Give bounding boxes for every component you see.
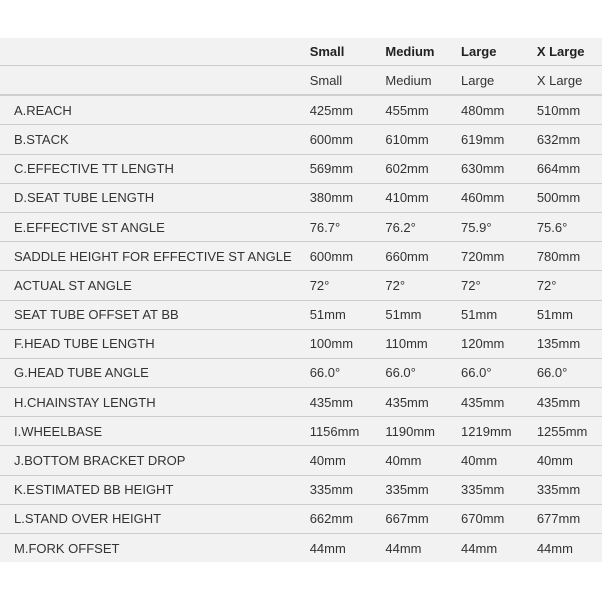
row-label: SADDLE HEIGHT FOR EFFECTIVE ST ANGLE: [0, 242, 310, 271]
row-value-cell: 44mm: [536, 540, 573, 556]
header-size-large: Large: [461, 38, 537, 66]
row-value-cell: 1190mm: [385, 417, 461, 446]
row-value-cell: 600mm: [310, 242, 386, 271]
row-value-cell: 72°: [385, 271, 461, 300]
table-row: [0, 183, 602, 212]
row-value-cell: 410mm: [385, 183, 461, 212]
row-value-cell: 1255mm: [537, 417, 602, 446]
row-value-cell: 380mm: [310, 183, 386, 212]
row-label: M.FORK OFFSET: [14, 540, 120, 556]
row-value-cell: 135mm: [537, 329, 602, 358]
row-label: J.BOTTOM BRACKET DROP: [0, 446, 310, 475]
table-row: [0, 300, 602, 329]
row-value-cell: 44mm: [385, 540, 422, 556]
row-value-cell: 76.7°: [310, 212, 386, 241]
row-label: ACTUAL ST ANGLE: [0, 271, 310, 300]
row-value-cell: 100mm: [310, 329, 386, 358]
row-value-cell: 75.6°: [537, 212, 602, 241]
row-value-cell: 569mm: [310, 154, 386, 183]
row-label: G.HEAD TUBE ANGLE: [0, 358, 310, 387]
row-value-cell: 44mm: [309, 540, 346, 556]
row-value-cell: 76.2°: [385, 212, 461, 241]
row-value-cell: 435mm: [461, 388, 537, 417]
geometry-table-body: [0, 66, 602, 563]
row-value-cell: 667mm: [385, 504, 461, 533]
row-value-cell: 602mm: [385, 154, 461, 183]
table-row: [0, 212, 602, 241]
row-value-cell: 51mm: [310, 300, 386, 329]
row-value-cell: 510mm: [537, 95, 602, 125]
row-value-cell: 660mm: [385, 242, 461, 271]
row-value-cell: 664mm: [537, 154, 602, 183]
row-value-cell: 780mm: [537, 242, 602, 271]
table-row: [0, 504, 602, 533]
row-label: I.WHEELBASE: [0, 417, 310, 446]
table-row: [0, 446, 602, 475]
table-row: [0, 358, 602, 387]
row-label: A.REACH: [0, 95, 310, 125]
row-label: SEAT TUBE OFFSET AT BB: [0, 300, 310, 329]
row-value-cell: 51mm: [461, 300, 537, 329]
table-row: [0, 125, 602, 154]
row-label: H.CHAINSTAY LENGTH: [0, 388, 310, 417]
table-row: [0, 154, 602, 183]
row-value-cell: 51mm: [385, 300, 461, 329]
row-label: L.STAND OVER HEIGHT: [0, 504, 310, 533]
row-value-cell: 66.0°: [310, 358, 386, 387]
table-row: [0, 271, 602, 300]
table-row: [0, 242, 602, 271]
row-value-cell: 72°: [461, 271, 537, 300]
row-value-cell: 600mm: [310, 125, 386, 154]
table-row: [0, 417, 602, 446]
row-value-cell: 40mm: [537, 446, 602, 475]
subheader-size-x-large: X Large: [537, 66, 602, 96]
row-value-cell: 75.9°: [461, 212, 537, 241]
row-value-cell: 40mm: [385, 446, 461, 475]
header-corner-cell: [0, 38, 310, 66]
row-value-cell: 619mm: [461, 125, 537, 154]
row-value-cell: 610mm: [385, 125, 461, 154]
row-value-cell: 435mm: [385, 388, 461, 417]
row-value-cell: 720mm: [461, 242, 537, 271]
row-value-cell: 435mm: [310, 388, 386, 417]
row-value-cell: 662mm: [310, 504, 386, 533]
row-value-cell: 335mm: [310, 475, 386, 504]
row-value-cell: 670mm: [461, 504, 537, 533]
row-value-cell: 335mm: [461, 475, 537, 504]
row-value-cell: 435mm: [537, 388, 602, 417]
row-value-cell: 72°: [310, 271, 386, 300]
header-size-small: Small: [310, 38, 386, 66]
row-value-cell: 335mm: [385, 475, 461, 504]
header-size-medium: Medium: [385, 38, 461, 66]
size-header-row: [0, 38, 602, 66]
row-label: D.SEAT TUBE LENGTH: [0, 183, 310, 212]
table-row: [0, 329, 602, 358]
row-value-cell: 72°: [537, 271, 602, 300]
subheader-size-medium: Medium: [385, 66, 461, 96]
row-value-cell: 66.0°: [385, 358, 461, 387]
row-value-cell: 455mm: [385, 95, 461, 125]
row-value-cell: 480mm: [461, 95, 537, 125]
geometry-table: [0, 38, 602, 562]
row-value-cell: 51mm: [537, 300, 602, 329]
row-value-cell: 40mm: [310, 446, 386, 475]
table-row: [0, 534, 602, 563]
table-row: [0, 95, 602, 125]
header-size-x-large: X Large: [537, 38, 602, 66]
row-value-cell: 632mm: [537, 125, 602, 154]
row-value-cell: 425mm: [310, 95, 386, 125]
row-label: C.EFFECTIVE TT LENGTH: [0, 154, 310, 183]
row-value-cell: 335mm: [537, 475, 602, 504]
subheader-size-small: Small: [310, 66, 386, 96]
subheader-size-large: Large: [461, 66, 537, 96]
row-value-cell: 677mm: [537, 504, 602, 533]
size-subheader-row: [0, 66, 602, 96]
row-value-cell: 1219mm: [461, 417, 537, 446]
row-value-cell: 66.0°: [537, 358, 602, 387]
row-label: F.HEAD TUBE LENGTH: [0, 329, 310, 358]
table-row: [0, 388, 602, 417]
row-label: K.ESTIMATED BB HEIGHT: [0, 475, 310, 504]
subheader-corner-cell: [0, 66, 310, 96]
row-value-cell: 1156mm: [310, 417, 386, 446]
row-value-cell: 44mm: [461, 540, 498, 556]
row-value-cell: 460mm: [461, 183, 537, 212]
row-value-cell: 500mm: [537, 183, 602, 212]
row-label: B.STACK: [0, 125, 310, 154]
row-value-cell: 110mm: [385, 329, 461, 358]
table-row: [0, 475, 602, 504]
row-value-cell: 630mm: [461, 154, 537, 183]
row-value-cell: 66.0°: [461, 358, 537, 387]
row-value-cell: 120mm: [461, 329, 537, 358]
row-label: E.EFFECTIVE ST ANGLE: [0, 212, 310, 241]
row-value-cell: 40mm: [461, 446, 537, 475]
